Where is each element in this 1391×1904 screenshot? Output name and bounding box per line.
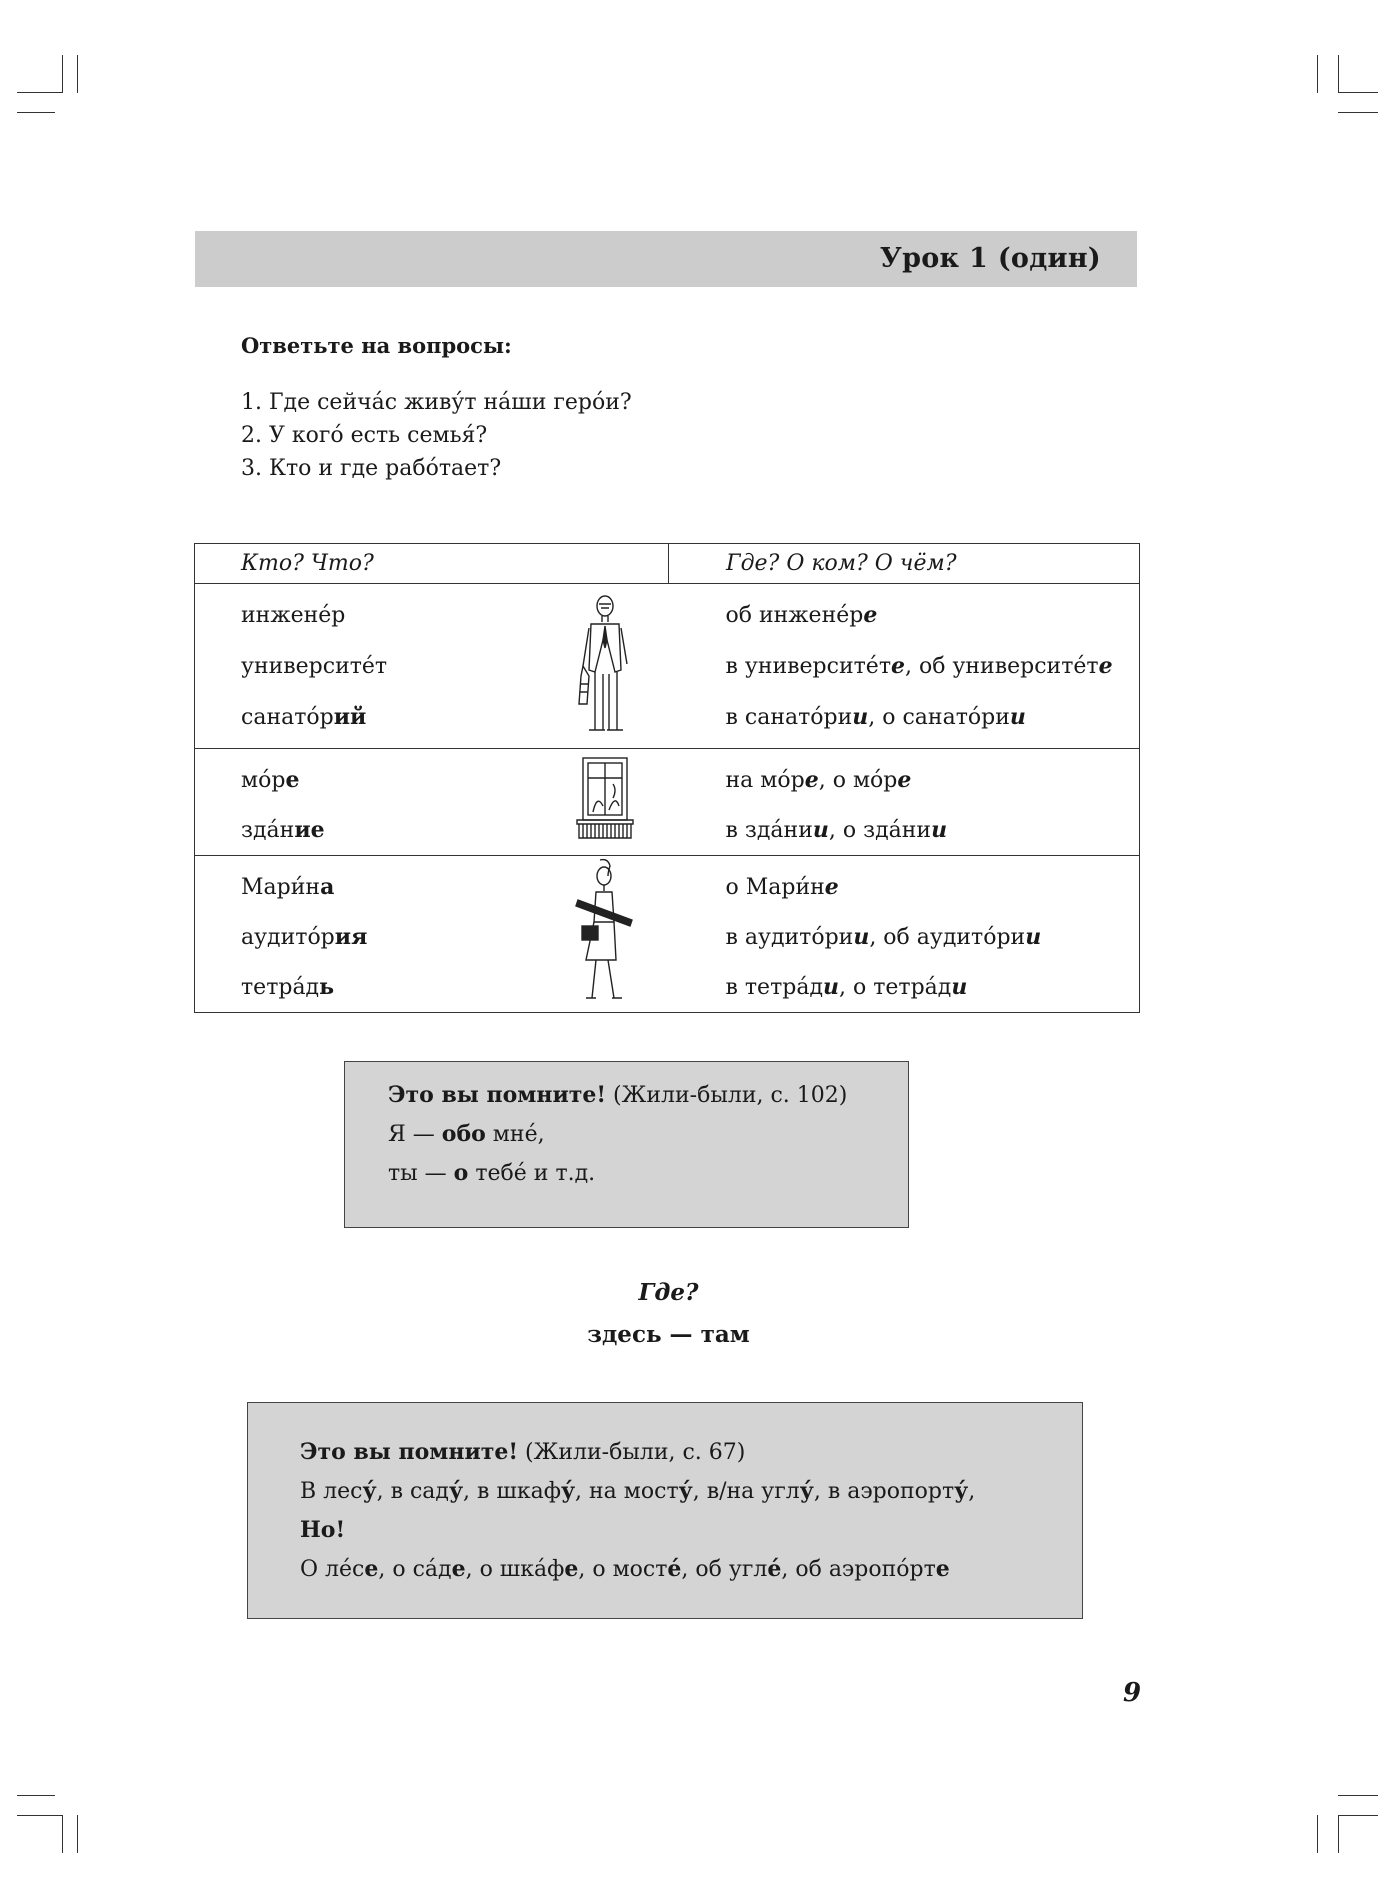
nominative-form: мо́ре: [241, 767, 300, 793]
woman-with-tube-illustration: [541, 856, 668, 1013]
reminder-line: ты — о тебе́ и т.д.: [388, 1160, 596, 1186]
prepositional-forms: об инжене́ре: [725, 602, 878, 629]
question-list: [241, 386, 632, 485]
reminder-heading: Это вы помните! (Жили-были, с. 102): [388, 1082, 848, 1108]
question-item: 1. Где сейча́с живу́т на́ши геро́и?: [241, 390, 632, 415]
prepositional-forms: о Мари́не: [725, 874, 839, 900]
prepositional-forms: на мо́ре, о мо́ре: [725, 767, 912, 793]
reminder-line: О ле́се, о са́де, о шка́фе, о мосте́, об угле́, об аэропо́рте: [300, 1556, 950, 1582]
prepositional-forms: в санато́рии, о санато́рии: [725, 703, 1026, 730]
page-number: 9: [1123, 1678, 1142, 1708]
nominative-form: зда́ние: [241, 817, 325, 843]
prepositional-forms: в зда́нии, о зда́нии: [725, 817, 948, 843]
section-title: Где?: [638, 1279, 699, 1306]
section-subtitle: здесь — там: [587, 1321, 750, 1348]
reminder-line: Я — обо мне́,: [388, 1121, 545, 1147]
table-row: [195, 584, 1140, 641]
reminder-but: Но!: [300, 1517, 346, 1543]
nominative-form: Мари́на: [241, 874, 335, 900]
prepositional-forms: в университе́те, об университе́те: [725, 652, 1113, 679]
exercise-instruction: Ответьте на вопросы:: [241, 333, 512, 358]
column-header-prepositional: Где? О ком? О чём?: [669, 544, 1140, 584]
reminder-line: В лесу́, в саду́, в шкафу́, на мосту́, в/на углу́, в аэропорту́,: [300, 1478, 976, 1504]
nominative-form: тетра́дь: [241, 974, 335, 1000]
nominative-form: инжене́р: [241, 603, 346, 629]
table-group-feminine: [195, 856, 1140, 1013]
question-item: 2. У кого́ есть семья́?: [241, 423, 488, 448]
man-with-bag-illustration: [541, 584, 668, 749]
table-group-neuter: [195, 749, 1140, 856]
table-row: [195, 856, 1140, 913]
prepositional-forms: в тетра́ди, о тетра́ди: [725, 974, 968, 1000]
nominative-form: аудито́рия: [241, 924, 368, 950]
reminder-box-locative: [247, 1402, 1083, 1619]
reminder-box-pronouns: [344, 1061, 909, 1228]
reminder-heading: Это вы помните! (Жили-были, с. 67): [300, 1439, 746, 1465]
column-header-nominative: Кто? Что?: [195, 544, 669, 584]
lesson-title: Урок 1 (один): [879, 243, 1101, 274]
window-illustration: [541, 749, 668, 856]
prepositional-case-table: [194, 543, 1140, 1013]
nominative-form: санато́рий: [241, 703, 367, 730]
nominative-form: университе́т: [241, 653, 388, 679]
lesson-header: [195, 231, 1137, 287]
table-row: [195, 749, 1140, 806]
question-item: 3. Кто и где рабо́тает?: [241, 456, 502, 481]
prepositional-forms: в аудито́рии, об аудито́рии: [725, 924, 1042, 950]
table-group-masculine: [195, 584, 1140, 749]
